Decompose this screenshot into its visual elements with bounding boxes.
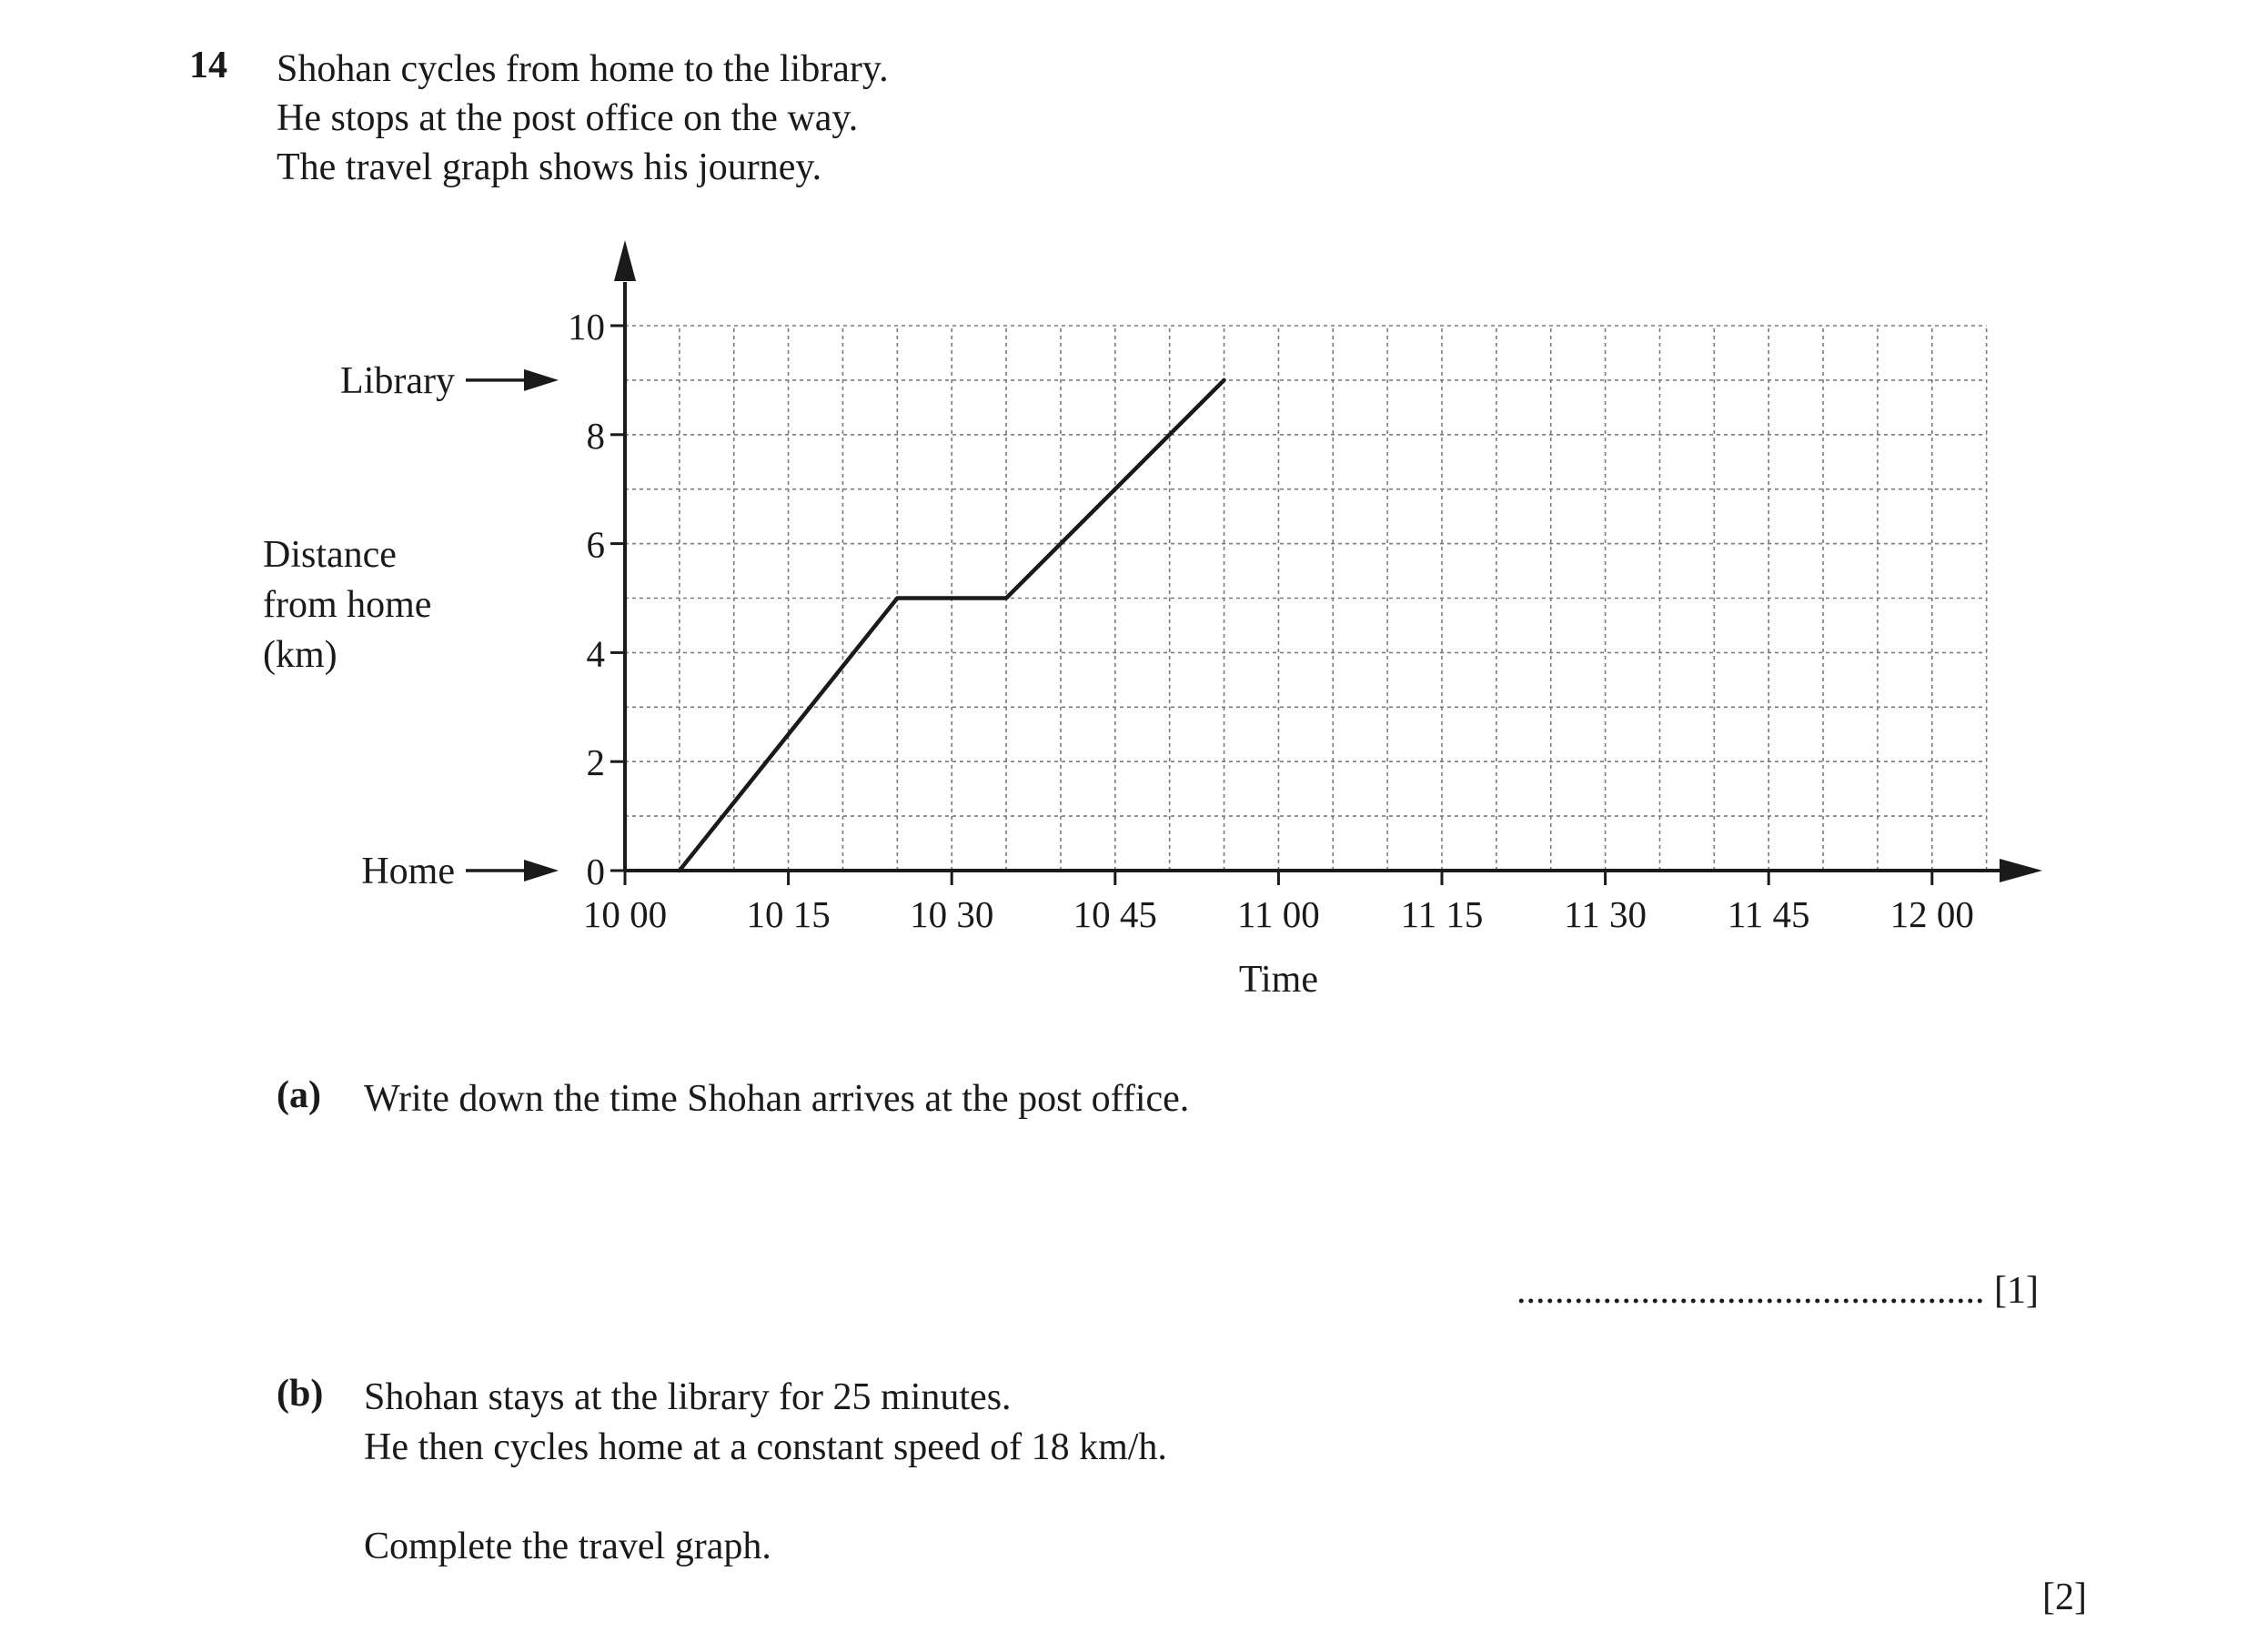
y-axis-label-line: Distance xyxy=(263,534,397,576)
part-b-line-2: He then cycles home at a constant speed of 18 km/h. xyxy=(364,1426,1167,1468)
x-axis-arrow xyxy=(2000,859,2042,882)
question-number: 14 xyxy=(189,45,227,86)
marks-b: [2] xyxy=(2042,1576,2087,1618)
x-tick-label: 11 45 xyxy=(1727,893,1810,935)
annotation-library: Library xyxy=(340,359,455,402)
x-tick-label: 12 00 xyxy=(1889,893,1974,935)
intro-line-2: He stops at the post office on the way. xyxy=(277,97,859,139)
x-tick-label: 10 15 xyxy=(746,893,831,935)
y-tick-label: 2 xyxy=(586,741,605,784)
y-tick-label: 0 xyxy=(586,851,605,892)
part-a-label: (a) xyxy=(277,1074,321,1116)
x-tick-label: 10 30 xyxy=(910,893,994,935)
x-tick-label: 11 30 xyxy=(1564,893,1647,935)
annotation-home: Home xyxy=(361,851,455,892)
x-axis-label: Time xyxy=(1238,959,1318,1001)
intro-line-1: Shohan cycles from home to the library. xyxy=(277,48,889,90)
x-tick-label: 10 45 xyxy=(1073,893,1157,935)
annotation-arrowhead-home xyxy=(524,860,559,881)
answer-line-a[interactable] xyxy=(1516,1269,2039,1313)
part-a-question: Write down the time Shohan arrives at the post office. xyxy=(364,1078,1190,1120)
part-b-label: (b) xyxy=(277,1373,324,1415)
annotation-arrowhead-library xyxy=(524,369,559,391)
y-tick-label: 8 xyxy=(586,414,605,457)
y-tick-label: 4 xyxy=(586,632,605,675)
y-axis-arrow xyxy=(614,240,636,281)
answer-dots: ................................................. xyxy=(1516,1270,1985,1312)
x-tick-label: 11 15 xyxy=(1400,893,1484,935)
part-b-instruction: Complete the travel graph. xyxy=(364,1526,771,1567)
marks-a: [1] xyxy=(1994,1270,2039,1312)
y-axis-label-line: from home xyxy=(263,584,432,626)
intro-line-3: The travel graph shows his journey. xyxy=(277,146,822,188)
y-tick-label: 10 xyxy=(568,306,605,348)
y-tick-label: 6 xyxy=(586,523,605,566)
x-tick-label: 11 00 xyxy=(1237,893,1320,935)
y-axis-label-line: (km) xyxy=(263,634,338,676)
part-b-line-1: Shohan stays at the library for 25 minutes. xyxy=(364,1376,1012,1418)
x-tick-label: 10 00 xyxy=(582,893,668,935)
